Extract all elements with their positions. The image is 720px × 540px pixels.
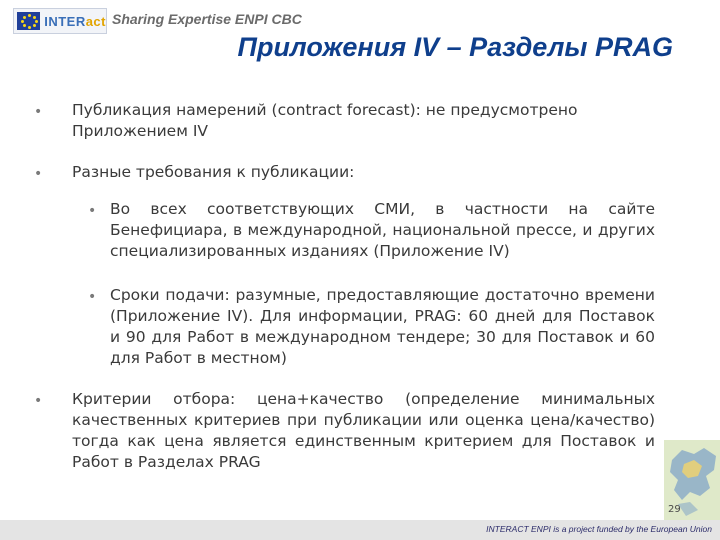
bullet-2: •: [34, 166, 43, 182]
sub-bullet-2: •: [88, 289, 97, 305]
eu-flag-icon: [17, 12, 40, 30]
item-2-text: Разные требования к публикации:: [72, 163, 355, 181]
bullet-1: •: [34, 104, 43, 120]
subitem-1-text: Во всех соответствующих СМИ, в частности на сайте Бенефициара, в международной, национальной прессе, и других специализированных изданиях (Приложение IV): [110, 200, 655, 260]
interact-logo: [13, 8, 107, 34]
item-1-text: Публикация намерений (contract forecast): не предусмотрено Приложением IV: [72, 101, 578, 140]
subitem-2-text: Сроки подачи: разумные, предоставляющие достаточно времени (Приложение IV). Для информации, PRAG: 60 дней для Поставок и 90 для Работ в международном тендере; 30 для Поставок и 60 для Работ в местном): [110, 286, 655, 367]
footer-text: INTERACT ENPI is a project funded by the European Union: [486, 524, 712, 534]
logo-text: INTERact: [44, 13, 106, 29]
page-title: Приложения IV – Разделы PRAG: [237, 32, 673, 62]
header-tagline: Sharing Expertise ENPI CBC: [112, 11, 302, 27]
bullet-3: •: [34, 393, 43, 409]
item-3-text: Критерии отбора: цена+качество (определение минимальных качественных критериев при публикации или оценка цена/качество) тогда как цена является единственным критерием для Поставок и Работ в Разделах PRAG: [72, 390, 655, 471]
slide-number: 29: [668, 504, 681, 515]
sub-bullet-1: •: [88, 203, 97, 219]
